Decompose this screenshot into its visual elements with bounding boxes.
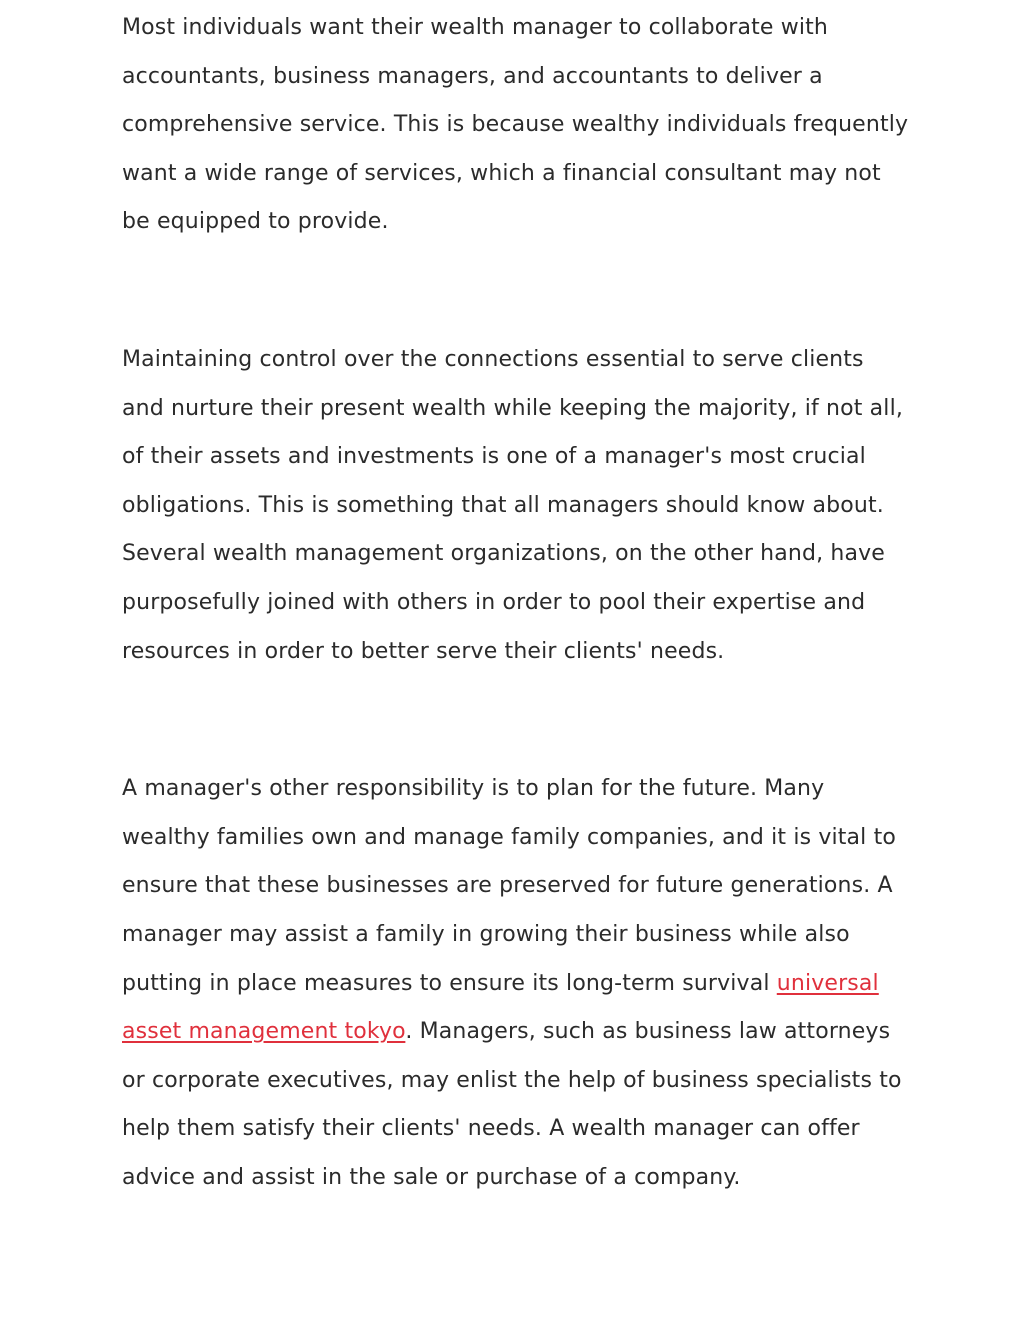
paragraph-3-text-after: . Managers, such as business law attorneys or corporate executives, may enlist the help of business specialists to help them satisfy their clients' needs. A wealth manager can offer advice and assist in the sale or purchase of a company. bbox=[122, 1019, 902, 1190]
paragraph-3 bbox=[122, 765, 912, 1202]
article-body bbox=[122, 4, 912, 1202]
paragraph-3-text-before: A manager's other responsibility is to plan for the future. Many wealthy families own and manage family companies, and it is vital to ensure that these businesses are preserved for future generations. A manager may assist a family in growing their business while also putting in place measures to ensure its long-term survival bbox=[122, 776, 896, 996]
paragraph-2-text: Maintaining control over the connections essential to serve clients and nurture their present wealth while keeping the majority, if not all, of their assets and investments is one of a manager's most crucial obligations. This is something that all managers should know about. Several wealth management organizations, on the other hand, have purposefully joined with others in order to pool their expertise and resources in order to better serve their clients' needs. bbox=[122, 346, 903, 664]
paragraph-2 bbox=[122, 336, 912, 676]
paragraph-1 bbox=[122, 4, 912, 247]
paragraph-1-text: Most individuals want their wealth manager to collaborate with accountants, business managers, and accountants to deliver a comprehensive service. This is because wealthy individuals frequently want a wide range of services, which a financial consultant may not be equipped to provide. bbox=[122, 15, 909, 235]
universal-asset-management-link[interactable]: universal asset management tokyo bbox=[122, 970, 879, 1045]
